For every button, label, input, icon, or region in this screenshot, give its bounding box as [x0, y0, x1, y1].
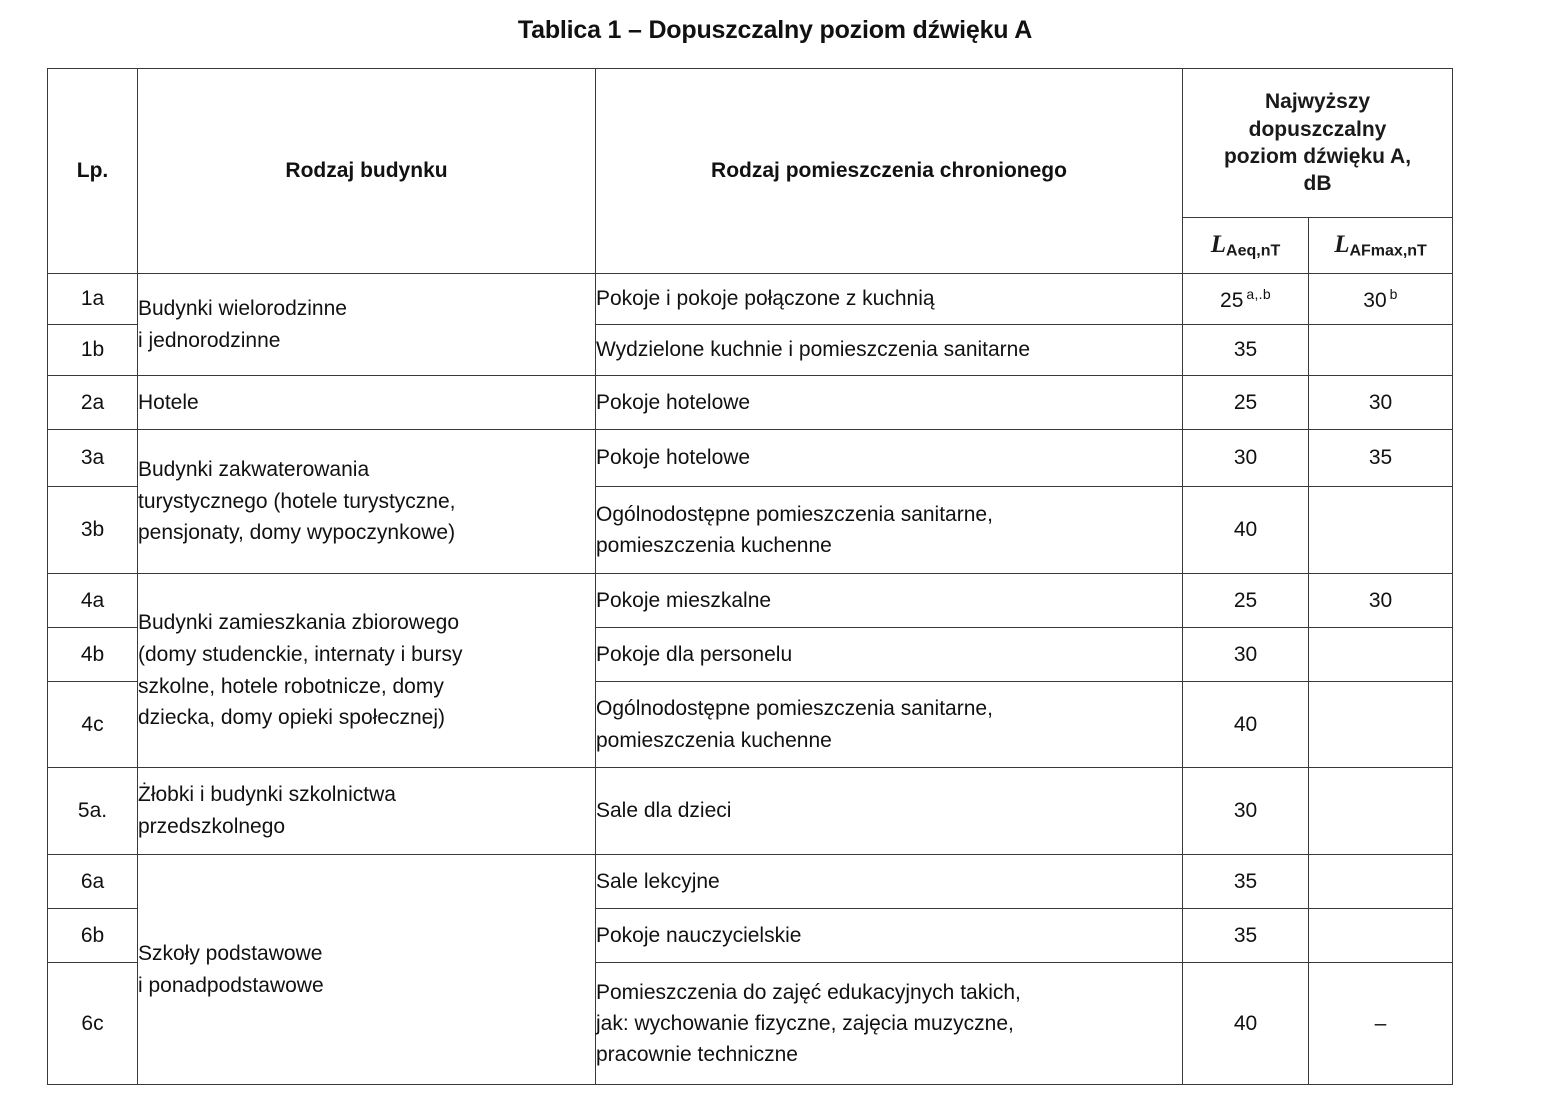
table-row — [48, 768, 1453, 855]
cell-room-type — [596, 574, 1183, 628]
building-line: dziecka, domy opieki społecznej) — [138, 706, 445, 730]
cell-building-type — [138, 768, 596, 855]
building-line: turystycznego (hotele turystyczne, — [138, 489, 456, 513]
table-row — [48, 274, 1453, 325]
cell-room-type — [596, 682, 1183, 768]
cell-lafmax-value — [1309, 628, 1453, 682]
laeq-number: 30 — [1233, 642, 1258, 666]
laeq-number: 40 — [1233, 712, 1258, 736]
cell-lafmax-value — [1309, 487, 1453, 574]
laeq-symbol: L — [1210, 230, 1227, 258]
header-room-type: Rodzaj pomieszczenia chronionego — [596, 69, 1183, 274]
cell-building-type — [138, 855, 596, 1085]
cell-room-type — [596, 768, 1183, 855]
laeq-number: 40 — [1233, 518, 1258, 541]
header-lp: Lp. — [48, 69, 138, 274]
building-line: pensjonaty, domy wypoczynkowe) — [138, 521, 456, 545]
cell-laeq-value — [1183, 682, 1309, 768]
lafmax-number: 30 — [1363, 288, 1387, 312]
building-line: Budynki wielorodzinne — [138, 296, 347, 320]
cell-laeq-value — [1183, 487, 1309, 574]
cell-lafmax-value — [1309, 574, 1453, 628]
room-line: pomieszczenia kuchenne — [596, 728, 832, 752]
laeq-number: 30 — [1233, 799, 1258, 822]
cell-room-type — [596, 274, 1183, 325]
cell-lp: 3a — [48, 430, 138, 487]
cell-laeq-value — [1183, 628, 1309, 682]
room-line: Wydzielone kuchnie i pomieszczenia sanitarne — [596, 338, 1031, 362]
table-container — [47, 68, 1452, 1085]
cell-lp: 4a — [48, 574, 138, 628]
cell-lp: 1a — [48, 274, 138, 325]
cell-room-type — [596, 855, 1183, 909]
building-line: Budynki zamieszkania zbiorowego — [138, 610, 459, 634]
cell-laeq-value — [1183, 963, 1309, 1085]
cell-lp: 6a — [48, 855, 138, 909]
header-group-unit: dB — [1303, 172, 1332, 196]
cell-room-type — [596, 376, 1183, 430]
cell-room-type — [596, 909, 1183, 963]
cell-building-type — [138, 376, 596, 430]
header-lafmax-nt — [1309, 218, 1453, 274]
room-line: Ogólnodostępne pomieszczenia sanitarne, — [596, 697, 993, 721]
room-line: Pokoje i pokoje połączone z kuchnią — [596, 287, 935, 311]
room-line: Pokoje hotelowe — [596, 390, 751, 414]
building-line: Szkoły podstawowe — [138, 941, 323, 965]
building-line: przedszkolnego — [138, 815, 286, 838]
table-row — [48, 430, 1453, 487]
room-line: Sale dla dzieci — [596, 799, 732, 823]
cell-laeq-value — [1183, 376, 1309, 430]
cell-lafmax-value — [1309, 768, 1453, 855]
cell-lp: 2a — [48, 376, 138, 430]
cell-laeq-value — [1183, 325, 1309, 376]
building-line: Żłobki i budynki szkolnictwa — [138, 783, 396, 807]
cell-lafmax-value — [1309, 909, 1453, 963]
header-group-line1: Najwyższy — [1264, 90, 1371, 114]
cell-laeq-value — [1183, 274, 1309, 325]
cell-lafmax-value — [1309, 855, 1453, 909]
noise-limits-table — [47, 68, 1453, 1085]
cell-room-type — [596, 963, 1183, 1085]
cell-lafmax-value — [1309, 274, 1453, 325]
room-line: Pokoje mieszkalne — [596, 588, 772, 612]
header-group-line3: poziom dźwięku A, — [1223, 145, 1412, 168]
building-line: i ponadpodstawowe — [138, 973, 324, 997]
cell-laeq-value — [1183, 430, 1309, 487]
lafmax-number: – — [1374, 1011, 1387, 1035]
cell-lafmax-value — [1309, 325, 1453, 376]
room-line: Pomieszczenia do zajęć edukacyjnych takich, — [596, 980, 1021, 1004]
cell-room-type — [596, 325, 1183, 376]
cell-lafmax-value — [1309, 963, 1453, 1085]
laeq-number: 35 — [1233, 869, 1258, 893]
cell-room-type — [596, 628, 1183, 682]
laeq-number: 25 — [1220, 288, 1244, 312]
laeq-number: 35 — [1233, 923, 1258, 947]
room-line: Pokoje hotelowe — [596, 446, 751, 470]
laeq-subscript: Aeq,nT — [1226, 242, 1281, 260]
table-header — [48, 69, 1453, 274]
header-max-level-group — [1183, 69, 1453, 218]
room-line: Pokoje nauczycielskie — [596, 923, 802, 947]
laeq-number: 25 — [1233, 588, 1258, 612]
cell-laeq-value — [1183, 574, 1309, 628]
room-line: jak: wychowanie fizyczne, zajęcia muzyczne, — [596, 1011, 1014, 1035]
table-body — [48, 274, 1453, 1085]
laeq-footnote-marker: a,.b — [1246, 285, 1271, 302]
building-line: Budynki zakwaterowania — [138, 457, 370, 481]
lafmax-subscript: AFmax,nT — [1349, 242, 1427, 260]
laeq-number: 25 — [1233, 390, 1258, 414]
cell-laeq-value — [1183, 909, 1309, 963]
header-laeq-nt — [1183, 218, 1309, 274]
room-line: Pokoje dla personelu — [596, 642, 793, 666]
cell-lp: 4b — [48, 628, 138, 682]
cell-lp: 3b — [48, 487, 138, 574]
building-line: i jednorodzinne — [138, 328, 281, 352]
cell-laeq-value — [1183, 855, 1309, 909]
table-row — [48, 376, 1453, 430]
lafmax-symbol: L — [1334, 230, 1350, 258]
lafmax-footnote-marker: b — [1389, 285, 1398, 302]
page-title: Tablica 1 – Dopuszczalny poziom dźwięku A — [517, 16, 1033, 44]
lafmax-number: 35 — [1368, 446, 1393, 469]
cell-building-type — [138, 574, 596, 768]
building-line: (domy studenckie, internaty i bursy — [138, 642, 463, 666]
cell-lp: 6b — [48, 909, 138, 963]
building-line: szkolne, hotele robotnicze, domy — [138, 674, 444, 698]
header-group-line2: dopuszczalny — [1248, 117, 1387, 141]
building-line: Hotele — [138, 390, 199, 414]
room-line: pomieszczenia kuchenne — [596, 534, 832, 557]
header-building-type: Rodzaj budynku — [138, 69, 596, 274]
cell-lafmax-value — [1309, 376, 1453, 430]
cell-laeq-value — [1183, 768, 1309, 855]
cell-building-type — [138, 430, 596, 574]
room-line: Ogólnodostępne pomieszczenia sanitarne, — [596, 502, 993, 526]
cell-room-type — [596, 487, 1183, 574]
cell-lp: 5a. — [48, 768, 138, 855]
laeq-number: 35 — [1233, 338, 1258, 361]
lafmax-number: 30 — [1368, 390, 1393, 414]
cell-building-type — [138, 274, 596, 376]
laeq-number: 30 — [1233, 446, 1258, 469]
header-row-main — [48, 69, 1453, 218]
room-line: Sale lekcyjne — [596, 869, 720, 893]
cell-lp: 1b — [48, 325, 138, 376]
cell-room-type — [596, 430, 1183, 487]
cell-lp: 4c — [48, 682, 138, 768]
laeq-number: 40 — [1233, 1011, 1258, 1035]
cell-lp: 6c — [48, 963, 138, 1085]
room-line: pracownie techniczne — [596, 1043, 798, 1067]
table-row — [48, 855, 1453, 909]
lafmax-number: 30 — [1368, 588, 1393, 612]
cell-lafmax-value — [1309, 430, 1453, 487]
table-row — [48, 574, 1453, 628]
cell-lafmax-value — [1309, 682, 1453, 768]
